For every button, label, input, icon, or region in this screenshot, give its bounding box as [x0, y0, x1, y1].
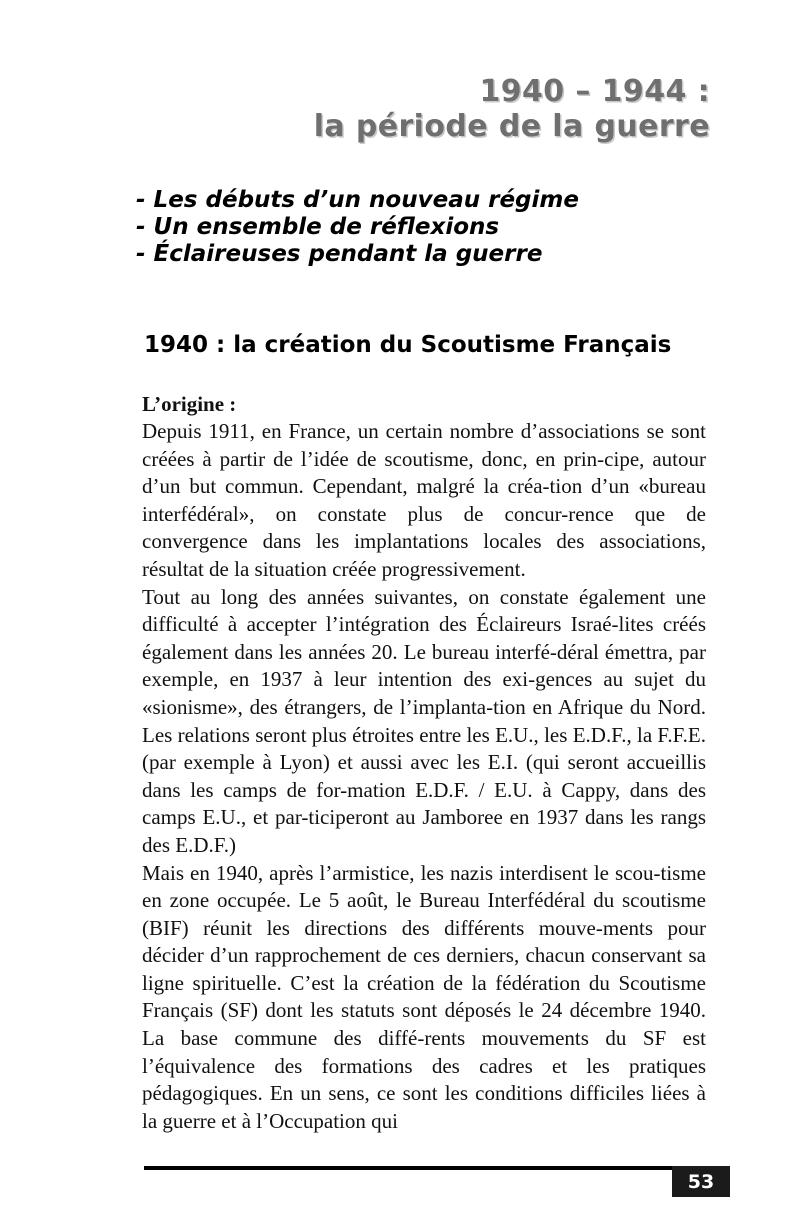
chapter-summary-list — [136, 187, 736, 268]
page-number-badge: 53 — [672, 1166, 730, 1197]
summary-item-1: - Les débuts d’un nouveau régime — [136, 187, 579, 213]
chapter-title — [120, 74, 710, 144]
chapter-title-line-1: 1940 – 1944 : — [479, 74, 710, 109]
chapter-title-line-2: la période de la guerre — [313, 109, 710, 144]
paragraph-3: Mais en 1940, après l’armistice, les nazis interdisent le scou-​tisme en zone occupée. Le 5 août, le Bureau Interfédéral du scoutisme (BIF) réunit les directions des différents mouve-​ments pour décider d’un rapprochement de ces derniers, chacun conservant sa ligne spirituelle. C’est la création de la fédération du Scoutisme Français (SF) dont les statuts sont déposés le 24 décembre 1940. La base commune des diffé-​rents mouvements du SF est l’équivalence des formations des cadres et les pratiques pédagogiques. En un sens, ce sont les conditions difficiles liées à la guerre et à l’Occupation qui — [142, 860, 706, 1133]
summary-item-3: - Éclaireuses pendant la guerre — [136, 241, 543, 267]
paragraph-2: Tout au long des années suivantes, on constate également une difficulté à accepter l’intégration des Éclaireurs Israé-​lites créés également dans les années 20. Le bureau interfé-​déral émettra, par exemple, en 1937 à leur intention des exi-​gences au sujet du «sionisme», des étrangers, de l’implanta-​tion en Afrique du Nord. Les relations seront plus étroites entre les E.U., les E.D.F., la F.F.E. (par exemple à Lyon) et aussi avec les E.I. (qui seront accueillis dans les camps de for-​mation E.D.F. / E.U. à Cappy, dans des camps E.U., et par-​ticiperont au Jamboree en 1937 dans les rangs des E.D.F.) — [142, 584, 706, 857]
section-body — [142, 390, 706, 1135]
lead-in-label: L’origine : — [142, 392, 237, 416]
summary-item-2: - Un ensemble de réflexions — [136, 214, 500, 240]
section-heading: 1940 : la création du Scoutisme Français — [144, 332, 672, 358]
footer-rule — [144, 1166, 672, 1170]
paragraph-1: Depuis 1911, en France, un certain nombre d’associations se sont créées à partir de l’idée de scoutisme, donc, en prin-​cipe, autour d’un but commun. Cependant, malgré la créa-​tion d’un «bureau interfédéral», on constate plus de concur-​rence que de convergence dans les implantations locales des associations, résultat de la situation créée progressivement. — [142, 419, 706, 581]
